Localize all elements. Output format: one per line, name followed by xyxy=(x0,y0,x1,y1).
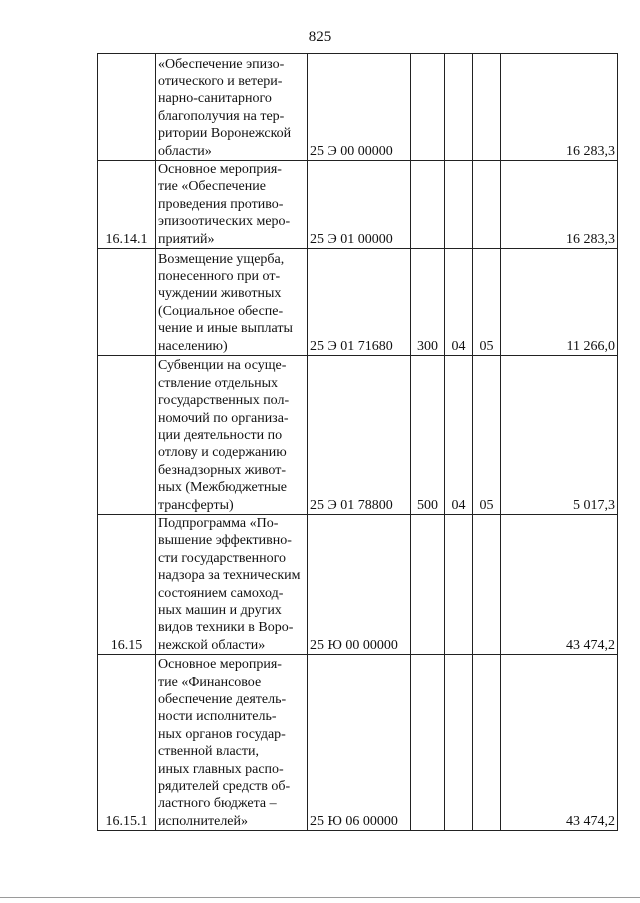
expense-type-code xyxy=(411,161,445,249)
row-name: Основное мероприя- тие «Обеспечение проведения противо- эпизоотических меро- приятий» xyxy=(156,161,308,249)
subsection-code: 05 xyxy=(473,249,501,356)
target-code: 25 Э 01 00000 xyxy=(308,161,411,249)
amount: 43 474,2 xyxy=(501,655,618,831)
section-code: 04 xyxy=(445,356,473,515)
row-name: Субвенции на осуще- ствление отдельных государственных пол- номочий по организа- ции деятельности по отлову и содержанию безнадзорных живот- ных (Межбюджетные трансферты) xyxy=(156,356,308,515)
page-bottom-edge xyxy=(0,897,640,898)
section-code xyxy=(445,515,473,655)
expense-type-code xyxy=(411,515,445,655)
table-row xyxy=(98,161,618,249)
budget-table xyxy=(97,53,618,831)
subsection-code: 05 xyxy=(473,356,501,515)
subsection-code xyxy=(473,655,501,831)
table-row xyxy=(98,249,618,356)
row-number xyxy=(98,54,156,161)
target-code: 25 Ю 06 00000 xyxy=(308,655,411,831)
row-number: 16.15 xyxy=(98,515,156,655)
row-name: Возмещение ущерба, понесенного при от- чуждении животных (Социальное обеспе- чение и иные выплаты населению) xyxy=(156,249,308,356)
target-code: 25 Э 01 71680 xyxy=(308,249,411,356)
amount: 11 266,0 xyxy=(501,249,618,356)
row-name: «Обеспечение эпизо- отического и ветери- нарно-санитарного благополучия на тер- ритории Воронежской области» xyxy=(156,54,308,161)
row-name: Основное мероприя- тие «Финансовое обеспечение деятель- ности исполнитель- ных органов государ- ственной власти, иных главных распо- рядителей средств об- ластного бюджета – исполнителей» xyxy=(156,655,308,831)
subsection-code xyxy=(473,54,501,161)
table-body xyxy=(98,54,618,831)
target-code: 25 Ю 00 00000 xyxy=(308,515,411,655)
page-number: 825 xyxy=(308,29,332,45)
row-name: Подпрограмма «По- вышение эффективно- сти государственного надзора за техническим состоянием самоход- ных машин и других видов техники в Воро- нежской области» xyxy=(156,515,308,655)
section-code: 04 xyxy=(445,249,473,356)
amount: 43 474,2 xyxy=(501,515,618,655)
target-code: 25 Э 00 00000 xyxy=(308,54,411,161)
subsection-code xyxy=(473,161,501,249)
table-row xyxy=(98,655,618,831)
subsection-code xyxy=(473,515,501,655)
expense-type-code: 500 xyxy=(411,356,445,515)
table-row xyxy=(98,515,618,655)
row-number xyxy=(98,249,156,356)
amount: 16 283,3 xyxy=(501,161,618,249)
target-code: 25 Э 01 78800 xyxy=(308,356,411,515)
table-row xyxy=(98,54,618,161)
row-number: 16.15.1 xyxy=(98,655,156,831)
amount: 16 283,3 xyxy=(501,54,618,161)
amount: 5 017,3 xyxy=(501,356,618,515)
row-number xyxy=(98,356,156,515)
section-code xyxy=(445,54,473,161)
expense-type-code xyxy=(411,54,445,161)
expense-type-code: 300 xyxy=(411,249,445,356)
section-code xyxy=(445,655,473,831)
section-code xyxy=(445,161,473,249)
row-number: 16.14.1 xyxy=(98,161,156,249)
table-row xyxy=(98,356,618,515)
expense-type-code xyxy=(411,655,445,831)
